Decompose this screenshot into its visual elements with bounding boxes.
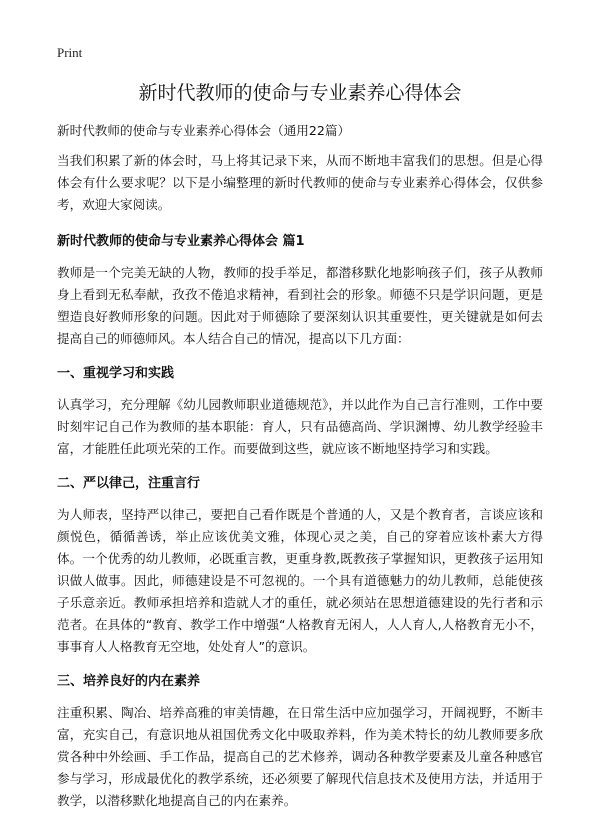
section-paragraph-3: 注重积累、陶冶、培养高雅的审美情趣，在日常生活中应加强学习，开阔视野，不断丰富，充实自己，有意识地从祖国优秀文化中吸取养料，作为美术特长的幼儿教师要多欣赏各种中外绘画、手工作品，提高自己的艺术修养，调动各种教学要素及儿童各种感官参与学习，形成最优化的教学系统，还必须要了解现代信息技术及使用方法，并适用于教学，以潜移默化地提高自己的内在素养。 <box>57 705 543 808</box>
section-heading-1: 一、重视学习和实践 <box>57 366 175 381</box>
section-heading-2: 二、严以律己，注重言行 <box>57 476 201 491</box>
document-subtitle: 新时代教师的使命与专业素养心得体会（通用22篇） <box>57 123 351 138</box>
document-body <box>57 120 543 826</box>
page-title: 新时代教师的使命与专业素养心得体会 <box>138 82 462 104</box>
section-paragraph-2: 为人师表，坚持严以律己，要把自己看作既是个普通的人，又是个教育者，言谈应该和颜悦色，循循善诱，举止应该优美文雅，体现心灵之美，自己的穿着应该朴素大方得体。一个优秀的幼儿教师，必既重言教，更重身教,既教孩子掌握知识，更教孩子运用知识做人做事。因此，师德建设是不可忽视的。一个具有道德魅力的幼儿教师，总能使孩子乐意亲近。教师承担培养和造就人才的重任，就必须站在思想道德建设的先行者和示范者。在具体的“教育、教学工作中增强“人格教育无闲人，人人育人,人格教育无小不，事事育人人格教育无空地，处处育人”的意识。 <box>57 507 543 654</box>
intro-paragraph: 当我们积累了新的体会时，马上将其记录下来，从而不断地丰富我们的思想。但是心得体会有什么要求呢？以下是小编整理的新时代教师的使命与专业素养心得体会，仅供参考，欢迎大家阅读。 <box>57 153 543 212</box>
section-paragraph-1: 认真学习，充分理解《幼儿园教师职业道德规范》，并以此作为自己言行准则，工作中要时刻牢记自己作为教师的基本职能：育人，只有品德高尚、学识渊博、幼儿教学经验丰富，才能胜任此项光荣的工作。而要做到这些，就应该不断地坚持学习和实践。 <box>57 397 543 456</box>
article-intro-paragraph: 教师是一个完美无缺的人物，教师的投手举足，都潜移默化地影响孩子们，孩子从教师身上看到无私奉献，孜孜不倦追求精神，看到社会的形象。师德不只是学识问题，更是塑造良好教师形象的问题。因此对于师德除了要深刻认识其重要性，更关键就是如何去提高自己的师德师风。本人结合自己的情况，提高以下几方面： <box>57 265 543 346</box>
article-heading: 新时代教师的使命与专业素养心得体会 篇1 <box>57 234 305 249</box>
print-link[interactable]: Print <box>57 45 83 60</box>
section-heading-3: 三、培养良好的内在素养 <box>57 674 201 689</box>
